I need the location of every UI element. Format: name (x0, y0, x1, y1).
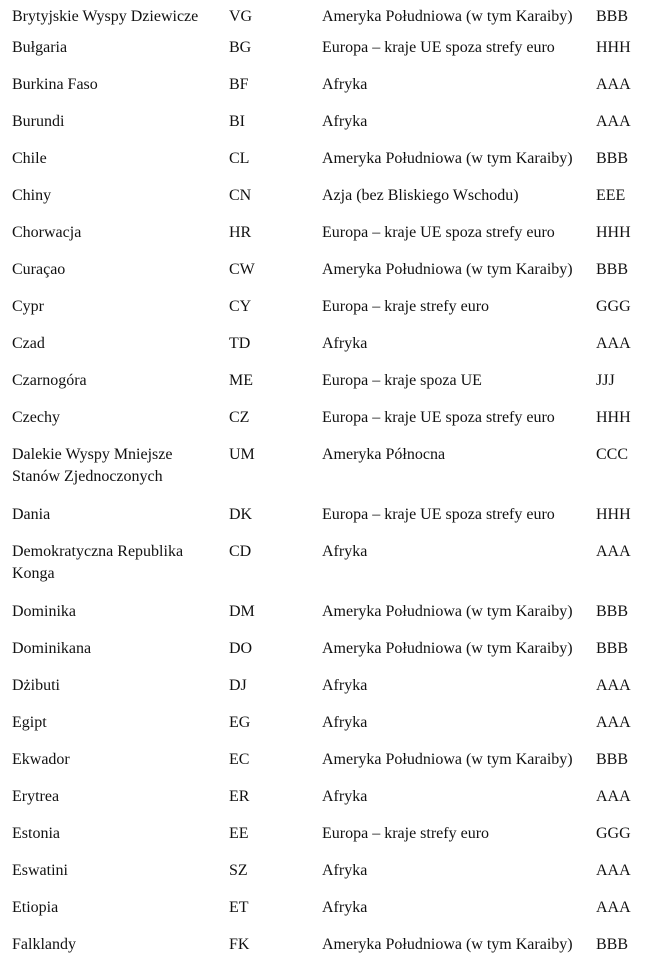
table-row (0, 37, 660, 74)
table-row (0, 712, 660, 749)
country-code: DM (229, 603, 255, 620)
country-name: Czad (12, 335, 45, 352)
country-code: DK (229, 506, 253, 523)
country-group: EEE (596, 187, 626, 204)
country-group: BBB (596, 936, 629, 953)
country-code: CZ (229, 409, 250, 426)
country-region: Europa – kraje UE spoza strefy euro (322, 224, 555, 241)
table-row (0, 111, 660, 148)
country-region: Europa – kraje UE spoza strefy euro (322, 409, 555, 426)
country-group: AAA (596, 862, 631, 879)
country-name: Dominikana (12, 640, 92, 657)
country-group: AAA (596, 788, 631, 805)
country-code: FK (229, 936, 250, 953)
country-code: CD (229, 543, 252, 560)
country-name: Dominika (12, 603, 76, 620)
country-region: Afryka (322, 113, 368, 130)
country-region: Afryka (322, 714, 368, 731)
table-row (0, 786, 660, 823)
country-group: BBB (596, 603, 629, 620)
country-region: Azja (bez Bliskiego Wschodu) (322, 187, 519, 204)
table-row (0, 0, 660, 37)
table-row (0, 897, 660, 934)
country-name: Chiny (12, 187, 52, 204)
country-region: Ameryka Południowa (w tym Karaiby) (322, 8, 573, 25)
country-name: Dalekie Wyspy Mniejsze Stanów Zjednoczonych (12, 446, 173, 485)
table-row (0, 185, 660, 222)
country-name: Cypr (12, 298, 44, 315)
table-row (0, 370, 660, 407)
table-row (0, 407, 660, 444)
country-code: CN (229, 187, 252, 204)
country-name: Burkina Faso (12, 76, 98, 93)
table-row (0, 675, 660, 712)
country-region: Afryka (322, 335, 368, 352)
country-code: EG (229, 714, 251, 731)
country-group: BBB (596, 261, 629, 278)
country-name: Etiopia (12, 899, 59, 916)
country-group: HHH (596, 409, 631, 426)
country-region: Europa – kraje UE spoza strefy euro (322, 39, 555, 56)
country-group: AAA (596, 899, 631, 916)
country-region: Ameryka Południowa (w tym Karaiby) (322, 261, 573, 278)
country-name: Czarnogóra (12, 372, 87, 389)
country-name: Burundi (12, 113, 65, 130)
country-group: AAA (596, 113, 631, 130)
table-row (0, 222, 660, 259)
country-code: DJ (229, 677, 247, 694)
country-code: DO (229, 640, 253, 657)
table-row (0, 934, 660, 971)
country-region: Ameryka Południowa (w tym Karaiby) (322, 150, 573, 167)
country-code: CW (229, 261, 255, 278)
country-name: Dania (12, 506, 51, 523)
table-row (0, 749, 660, 786)
country-region: Afryka (322, 788, 368, 805)
table-row (0, 259, 660, 296)
country-region: Ameryka Południowa (w tym Karaiby) (322, 751, 573, 768)
table-row (0, 601, 660, 638)
table-row (0, 148, 660, 185)
country-name: Chorwacja (12, 224, 82, 241)
country-code: BI (229, 113, 245, 130)
country-region: Afryka (322, 543, 368, 560)
country-region: Europa – kraje spoza UE (322, 372, 482, 389)
table-row (0, 541, 660, 601)
country-group: AAA (596, 677, 631, 694)
country-group: AAA (596, 335, 631, 352)
country-region: Ameryka Południowa (w tym Karaiby) (322, 640, 573, 657)
country-group: HHH (596, 39, 631, 56)
table-row (0, 504, 660, 541)
country-group: BBB (596, 640, 629, 657)
country-code: BG (229, 39, 252, 56)
country-name: Chile (12, 150, 47, 167)
table-row (0, 860, 660, 897)
country-code: EC (229, 751, 250, 768)
country-group: GGG (596, 825, 631, 842)
country-group: HHH (596, 224, 631, 241)
country-group: HHH (596, 506, 631, 523)
table-row (0, 444, 660, 504)
country-region: Europa – kraje strefy euro (322, 825, 490, 842)
country-code: VG (229, 8, 253, 25)
country-code: ET (229, 899, 249, 916)
country-region: Ameryka Północna (322, 446, 446, 463)
country-code: UM (229, 446, 255, 463)
country-name: Bułgaria (12, 39, 68, 56)
country-group: GGG (596, 298, 631, 315)
country-name: Ekwador (12, 751, 70, 768)
country-region: Afryka (322, 899, 368, 916)
country-name: Dżibuti (12, 677, 60, 694)
country-name: Eswatini (12, 862, 68, 879)
country-region: Europa – kraje strefy euro (322, 298, 490, 315)
country-code: CY (229, 298, 252, 315)
country-region: Afryka (322, 76, 368, 93)
table-row (0, 296, 660, 333)
country-name: Estonia (12, 825, 60, 842)
country-region: Ameryka Południowa (w tym Karaiby) (322, 603, 573, 620)
country-group: JJJ (596, 372, 615, 389)
country-region: Europa – kraje UE spoza strefy euro (322, 506, 555, 523)
country-group: BBB (596, 150, 629, 167)
country-code: ME (229, 372, 253, 389)
country-name: Brytyjskie Wyspy Dziewicze (12, 8, 199, 25)
country-region: Afryka (322, 677, 368, 694)
country-name: Erytrea (12, 788, 60, 805)
country-code: TD (229, 335, 251, 352)
country-name: Falklandy (12, 936, 76, 953)
country-group: AAA (596, 76, 631, 93)
country-region: Afryka (322, 862, 368, 879)
country-name: Curaçao (12, 261, 66, 278)
country-code: ER (229, 788, 250, 805)
country-code: HR (229, 224, 252, 241)
country-group: BBB (596, 751, 629, 768)
country-group: CCC (596, 446, 629, 463)
country-name: Demokratyczna Republika Konga (12, 543, 184, 582)
country-name: Egipt (12, 714, 47, 731)
country-group: AAA (596, 543, 631, 560)
table-row (0, 333, 660, 370)
country-region: Ameryka Południowa (w tym Karaiby) (322, 936, 573, 953)
table-row (0, 638, 660, 675)
country-code: CL (229, 150, 250, 167)
country-code: EE (229, 825, 249, 842)
country-code: SZ (229, 862, 248, 879)
table-row (0, 74, 660, 111)
country-group: BBB (596, 8, 629, 25)
country-code: BF (229, 76, 249, 93)
country-group: AAA (596, 714, 631, 731)
country-name: Czechy (12, 409, 60, 426)
table-row (0, 823, 660, 860)
